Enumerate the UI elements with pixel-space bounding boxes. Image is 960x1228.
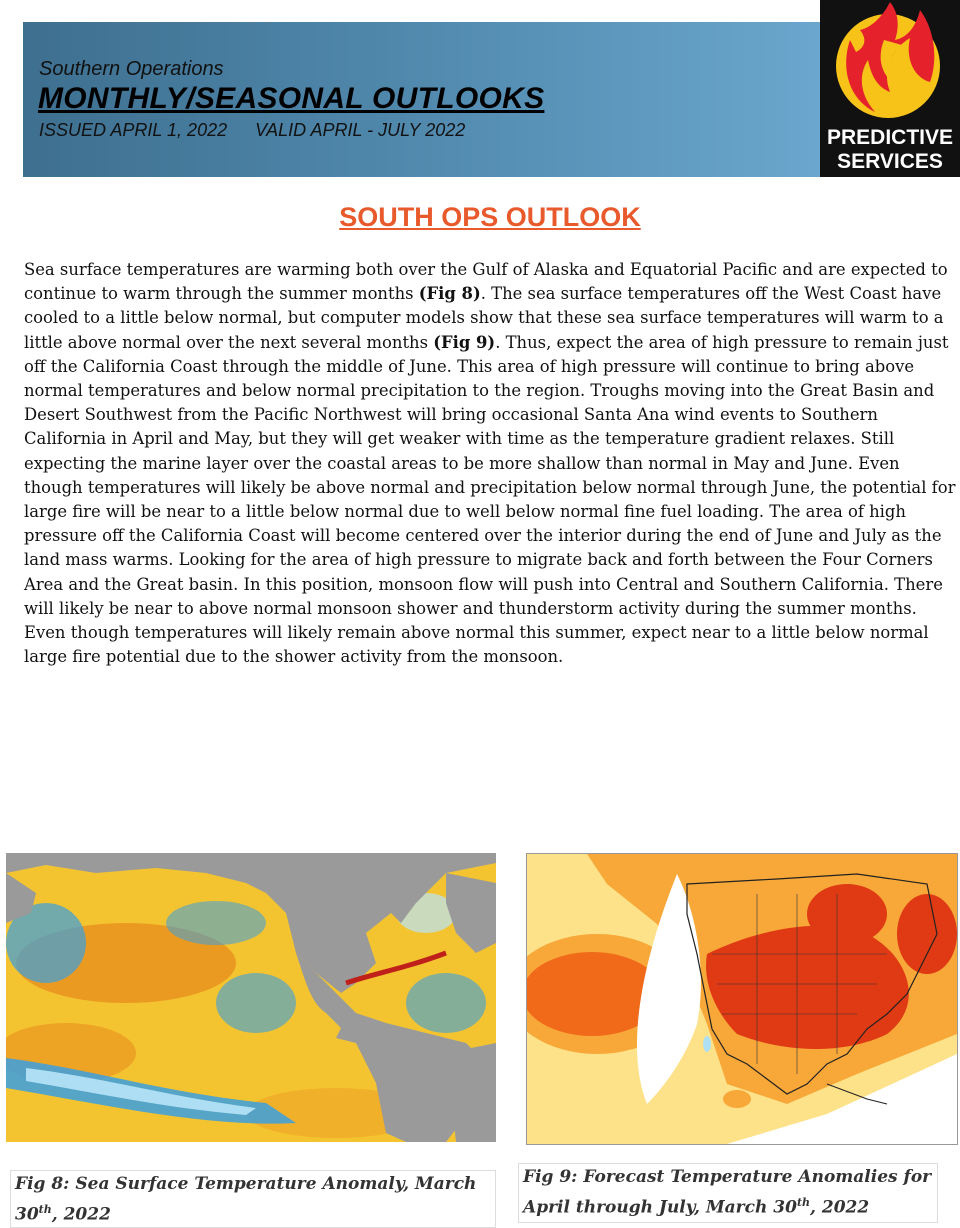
header-org: Southern Operations — [39, 58, 224, 80]
flame-icon — [820, 0, 960, 125]
body-part-2: . The sea surface temperatures off the West Coast have cooled to a little below normal, but computer models show that these sea surface temperatures will warm to a little above normal over the next several months — [24, 284, 944, 352]
fig9-caption-year: , 2022 — [810, 1197, 870, 1218]
fig9-temperature-anomaly-map — [526, 853, 958, 1145]
logo-text-services: SERVICES — [837, 150, 943, 173]
section-title: SOUTH OPS OUTLOOK — [339, 202, 641, 232]
header-title: MONTHLY/SEASONAL OUTLOOKS — [38, 82, 545, 115]
logo-text-predictive: PREDICTIVE — [826, 126, 954, 149]
body-part-1: Sea surface temperatures are warming both over the Gulf of Alaska and Equatorial Pacific and are expected to continue to warm through the summer months — [24, 260, 948, 304]
body-part-3: . Thus, expect the area of high pressure to remain just off the California Coast through the middle of June. This area of high pressure will continue to bring above normal temperatures and below normal precipitation to the region. Troughs moving into the Great Basin and Desert Southwest from the Pacific Northwest will bring occasional Santa Ana wind events to Southern California in April and May, but they will get weaker with time as the temperature gradient relaxes. Still expecting the marine layer over the coastal areas to be more shallow than normal in May and June. Even though temperatures will likely be above normal and precipitation below normal through June, the potential for large fire will be near to a little below normal due to well below normal fine fuel loading. The area of high pressure off the California Coast will become centered over the interior during the end of June and July as the land mass warms. Looking for the area of high pressure to migrate back and forth between the Four Corners Area and the Great basin. In this position, monsoon flow will push into Central and Southern California. There will likely be near to above normal monsoon shower and thunderstorm activity during the summer months. Even though temperatures will likely remain above normal this summer, expect near to a little below normal large fire potential due to the shower activity from the monsoon. — [24, 332, 956, 667]
fig8-caption-text: Fig 8: Sea Surface Temperature Anomaly, March 30 — [15, 1174, 477, 1225]
outlook-body — [24, 258, 956, 669]
valid-range: VALID APRIL - JULY 2022 — [255, 120, 466, 140]
header-dates — [39, 120, 493, 141]
fig9-reference: (Fig 9) — [433, 332, 496, 352]
predictive-services-logo — [820, 0, 960, 177]
fig8-reference: (Fig 8) — [418, 284, 481, 304]
temp-forecast-map-graphic — [527, 854, 957, 1144]
fig9-caption-sup: th — [796, 1196, 811, 1209]
header-banner — [23, 22, 820, 177]
logo-background — [820, 0, 960, 177]
fig8-caption-sup: th — [38, 1203, 52, 1216]
fig8-caption-year: , 2022 — [51, 1204, 111, 1225]
fig9-caption — [518, 1163, 938, 1223]
fig8-sst-anomaly-map — [6, 853, 496, 1142]
fig9-caption-text: Fig 9: Forecast Temperature Anomalies for April through July, March 30 — [523, 1167, 932, 1218]
fig8-caption — [10, 1170, 496, 1228]
issued-date: ISSUED APRIL 1, 2022 — [39, 120, 228, 140]
sst-map-graphic — [6, 853, 496, 1142]
